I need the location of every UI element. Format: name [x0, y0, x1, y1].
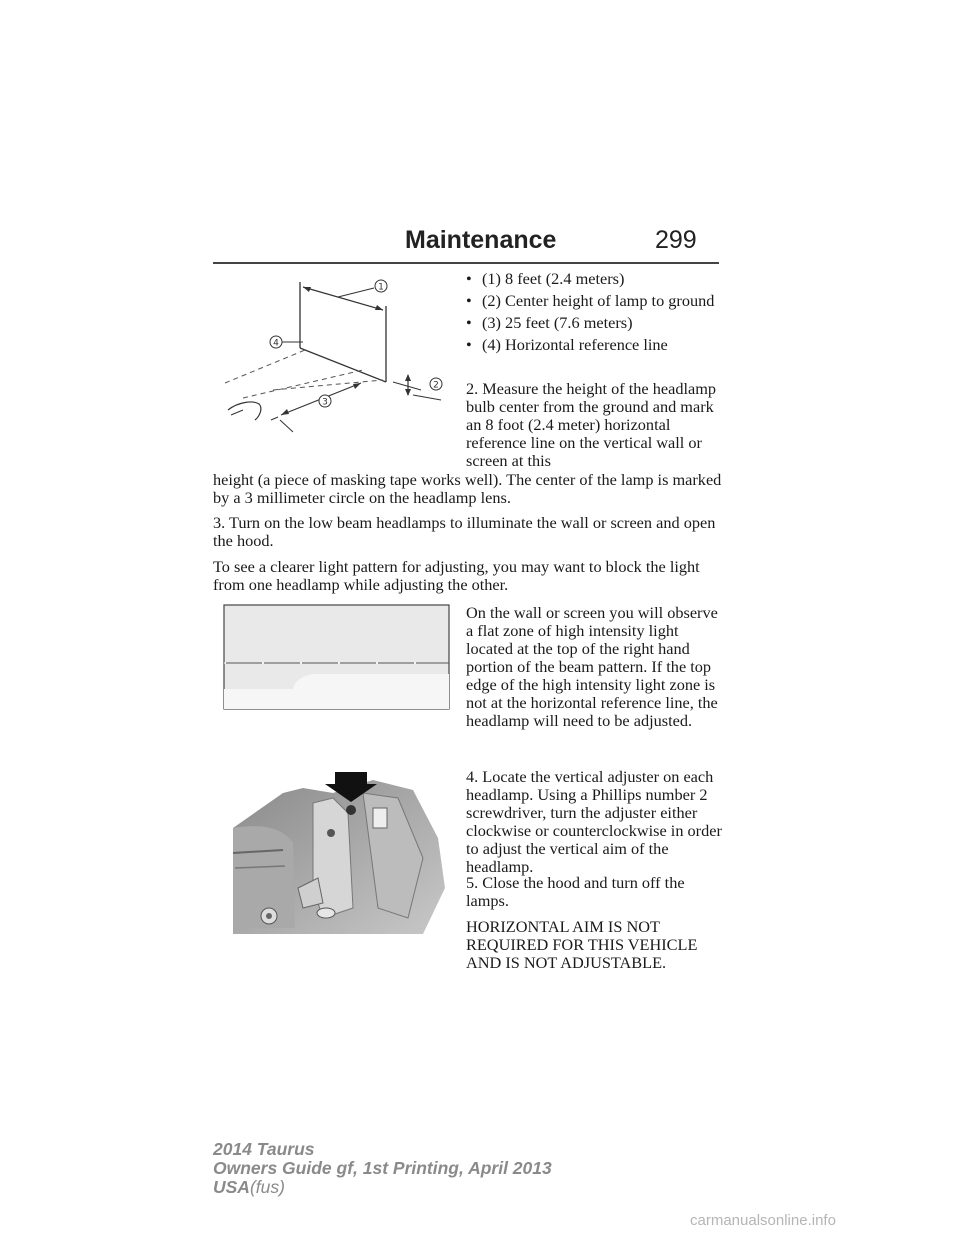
beam-pattern-text: On the wall or screen you will observe a flat zone of high intensity light located at the top of the right hand portion of the beam pattern. If the top edge of the high intensity light zone is not at the horizontal reference line, the headlamp will need to be adjusted.: [466, 603, 718, 730]
footer-edition: Owners Guide gf, 1st Printing, April 2013: [213, 1158, 552, 1178]
step-2-continued: height (a piece of masking tape works well). The center of the lamp is marked by a 3 millimeter circle on the headlamp lens.: [213, 470, 722, 507]
page-number: 299: [655, 226, 697, 254]
step-3-text: 3. Turn on the low beam headlamps to illuminate the wall or screen and open the hood.: [213, 513, 716, 550]
beam-pattern-diagram: [223, 604, 451, 712]
step-5-text: 5. Close the hood and turn off the lamps.: [466, 873, 685, 910]
legend-item: • (1) 8 feet (2.4 meters): [466, 270, 726, 287]
headlamp-aiming-diagram: [213, 270, 453, 440]
document-footer: [213, 1140, 552, 1197]
footer-region-code: (fus): [249, 1177, 285, 1197]
watermark: carmanualsonline.info: [690, 1212, 836, 1229]
footer-region: [213, 1178, 552, 1197]
legend-item: • (3) 25 feet (7.6 meters): [466, 314, 726, 331]
page-section-title: Maintenance: [405, 226, 557, 254]
tip-text: To see a clearer light pattern for adjusting, you may want to block the light from one headlamp while adjusting the other.: [213, 557, 700, 594]
footer-model: 2014 Taurus: [213, 1139, 315, 1159]
callout-4: 4: [273, 338, 279, 349]
vertical-adjuster-illustration: [223, 768, 451, 934]
callout-1: 1: [378, 282, 384, 293]
horizontal-aim-notice: HORIZONTAL AIM IS NOT REQUIRED FOR THIS VEHICLE AND IS NOT ADJUSTABLE.: [466, 917, 698, 972]
header-divider: [213, 262, 719, 264]
step-4-text: 4. Locate the vertical adjuster on each headlamp. Using a Phillips number 2 screwdriver, turn the adjuster either clockwise or counterclockwise in order to adjust the vertical aim of the headlamp.: [466, 767, 722, 876]
footer-region-main: USA: [213, 1177, 250, 1197]
legend-item: • (2) Center height of lamp to ground: [466, 292, 726, 309]
callout-3: 3: [322, 397, 328, 408]
diagram-legend-list: [466, 270, 726, 358]
step-2-text: 2. Measure the height of the headlamp bulb center from the ground and mark an 8 foot (2.4 meter) horizontal reference line on the vertical wall or screen at this: [466, 379, 717, 470]
legend-item: • (4) Horizontal reference line: [466, 336, 726, 353]
callout-2: 2: [433, 380, 439, 391]
